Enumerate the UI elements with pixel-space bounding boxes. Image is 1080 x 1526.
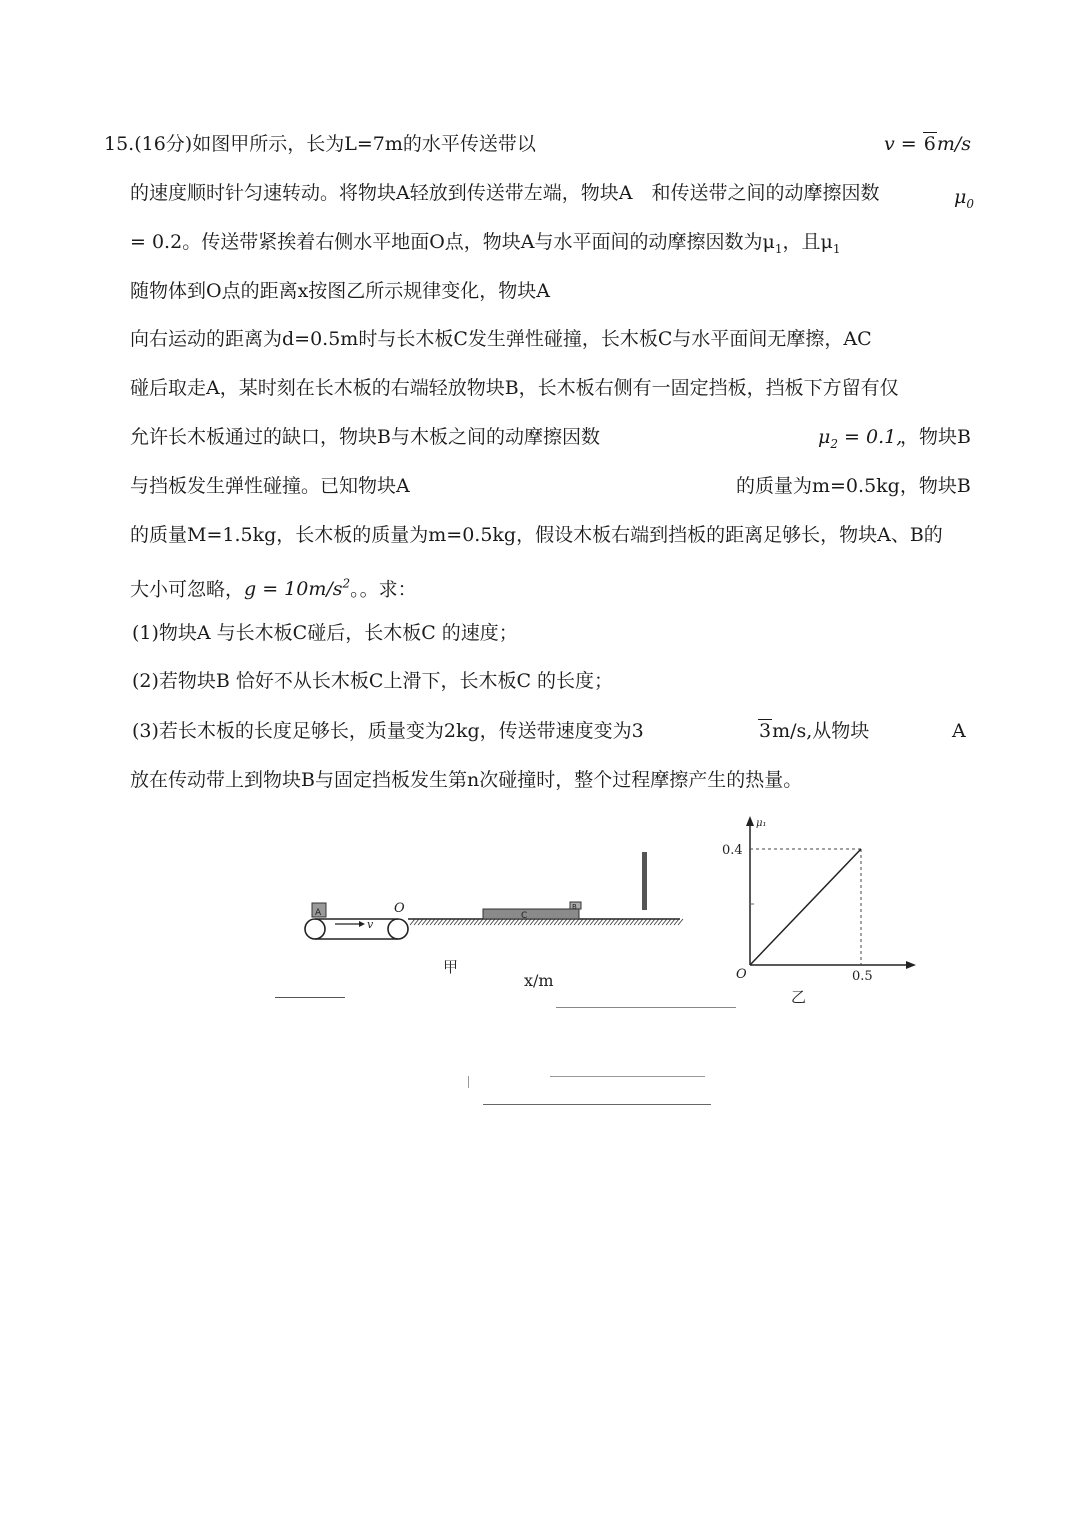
- xm-label: x/m: [524, 971, 554, 990]
- problem-intro: 15.(16分)如图甲所示，长为L=7m的水平传送带以: [104, 133, 536, 155]
- scan-artifact-1: [275, 997, 345, 998]
- problem-line-8-right: 的质量为m=0.5kg，物块B: [736, 475, 971, 497]
- question-1: (1)物块A 与长木板C碰后，长木板C 的速度；: [132, 622, 518, 644]
- problem-line-14: 放在传动带上到物块B与固定挡板发生第n次碰撞时，整个过程摩擦产生的热量。: [130, 769, 803, 791]
- y-axis-arrow: [746, 816, 754, 826]
- sqrt-six: 6: [923, 133, 936, 155]
- x-tick-label: 0.5: [852, 969, 873, 984]
- fixed-barrier: [642, 852, 647, 910]
- figure-jia: [295, 840, 695, 1020]
- block-a-label: A: [315, 908, 322, 918]
- gravity-formula: $g = 10m/s^2$: [244, 577, 351, 601]
- question-3-speed: 3m/s,从物块: [759, 720, 870, 742]
- scan-artifact-5: [468, 1076, 469, 1088]
- x-axis-arrow: [906, 961, 916, 969]
- board-c: [483, 909, 579, 919]
- figure-yi-caption: 乙: [791, 988, 807, 1006]
- right-roller: [388, 919, 408, 939]
- origin-label: O: [736, 967, 747, 982]
- figure-jia-caption: 甲: [443, 958, 459, 976]
- mu2-formula: $\mu_2 = 0.1$,: [818, 426, 903, 451]
- problem-line-7-tail: ，物块B: [900, 426, 971, 448]
- ground-hatching: [410, 919, 683, 925]
- board-c-label: C: [521, 911, 528, 921]
- point-o-label: O: [394, 901, 405, 916]
- data-line: [750, 849, 861, 965]
- problem-line-8-left: 与挡板发生弹性碰撞。已知物块A: [130, 475, 410, 497]
- figure-yi: [720, 810, 920, 1010]
- problem-line-7: 允许长木板通过的缺口，物块B与木板之间的动摩擦因数: [130, 426, 600, 448]
- question-2: (2)若物块B 恰好不从长木板C上滑下，长木板C 的长度；: [132, 670, 614, 692]
- mu0-value: = 0.2: [130, 231, 183, 253]
- velocity-arrow-head: [359, 921, 365, 927]
- velocity-label: v: [367, 918, 374, 931]
- y-tick-label: 0.4: [722, 843, 743, 858]
- block-b-label: B: [572, 903, 577, 911]
- problem-line-4: 随物体到O点的距离x按图乙所示规律变化，物块A: [130, 280, 551, 302]
- belt-speed-formula: v = 6m/s: [884, 133, 971, 155]
- problem-line-1: [104, 131, 536, 157]
- scan-artifact-3: [550, 1076, 705, 1077]
- left-roller: [305, 919, 325, 939]
- question-3: (3)若长木板的长度足够长，质量变为2kg，传送带速度变为3: [132, 720, 644, 742]
- problem-line-6: 碰后取走A，某时刻在长木板的右端轻放物块B，长木板右侧有一固定挡板，挡板下方留有仅: [130, 377, 899, 399]
- problem-line-5: 向右运动的距离为d=0.5m时与长木板C发生弹性碰撞，长木板C与水平面间无摩擦，AC: [130, 328, 872, 350]
- problem-line-3: = 0.2。传送带紧挨着右侧水平地面O点，物块A与水平面间的动摩擦因数为$\mu_1$，且$\mu_1$: [130, 231, 841, 256]
- question-3-tail: A: [952, 720, 966, 742]
- problem-line-10: 大小可忽略，$g = 10m/s^2$。。求：: [130, 577, 417, 601]
- problem-line-9: 的质量M=1.5kg，长木板的质量为m=0.5kg，假设木板右端到挡板的距离足够长，物块A、B的: [130, 524, 943, 546]
- scan-artifact-4: [483, 1104, 711, 1105]
- problem-line-2: 的速度顺时针匀速转动。将物块A轻放到传送带左端，物块A 和传送带之间的动摩擦因数: [130, 182, 880, 204]
- mu0-symbol: $\mu_0$: [954, 186, 974, 211]
- y-axis-label: μ₁: [756, 818, 767, 829]
- scan-artifact-2: [556, 1007, 736, 1008]
- sqrt-three: 3: [759, 720, 772, 742]
